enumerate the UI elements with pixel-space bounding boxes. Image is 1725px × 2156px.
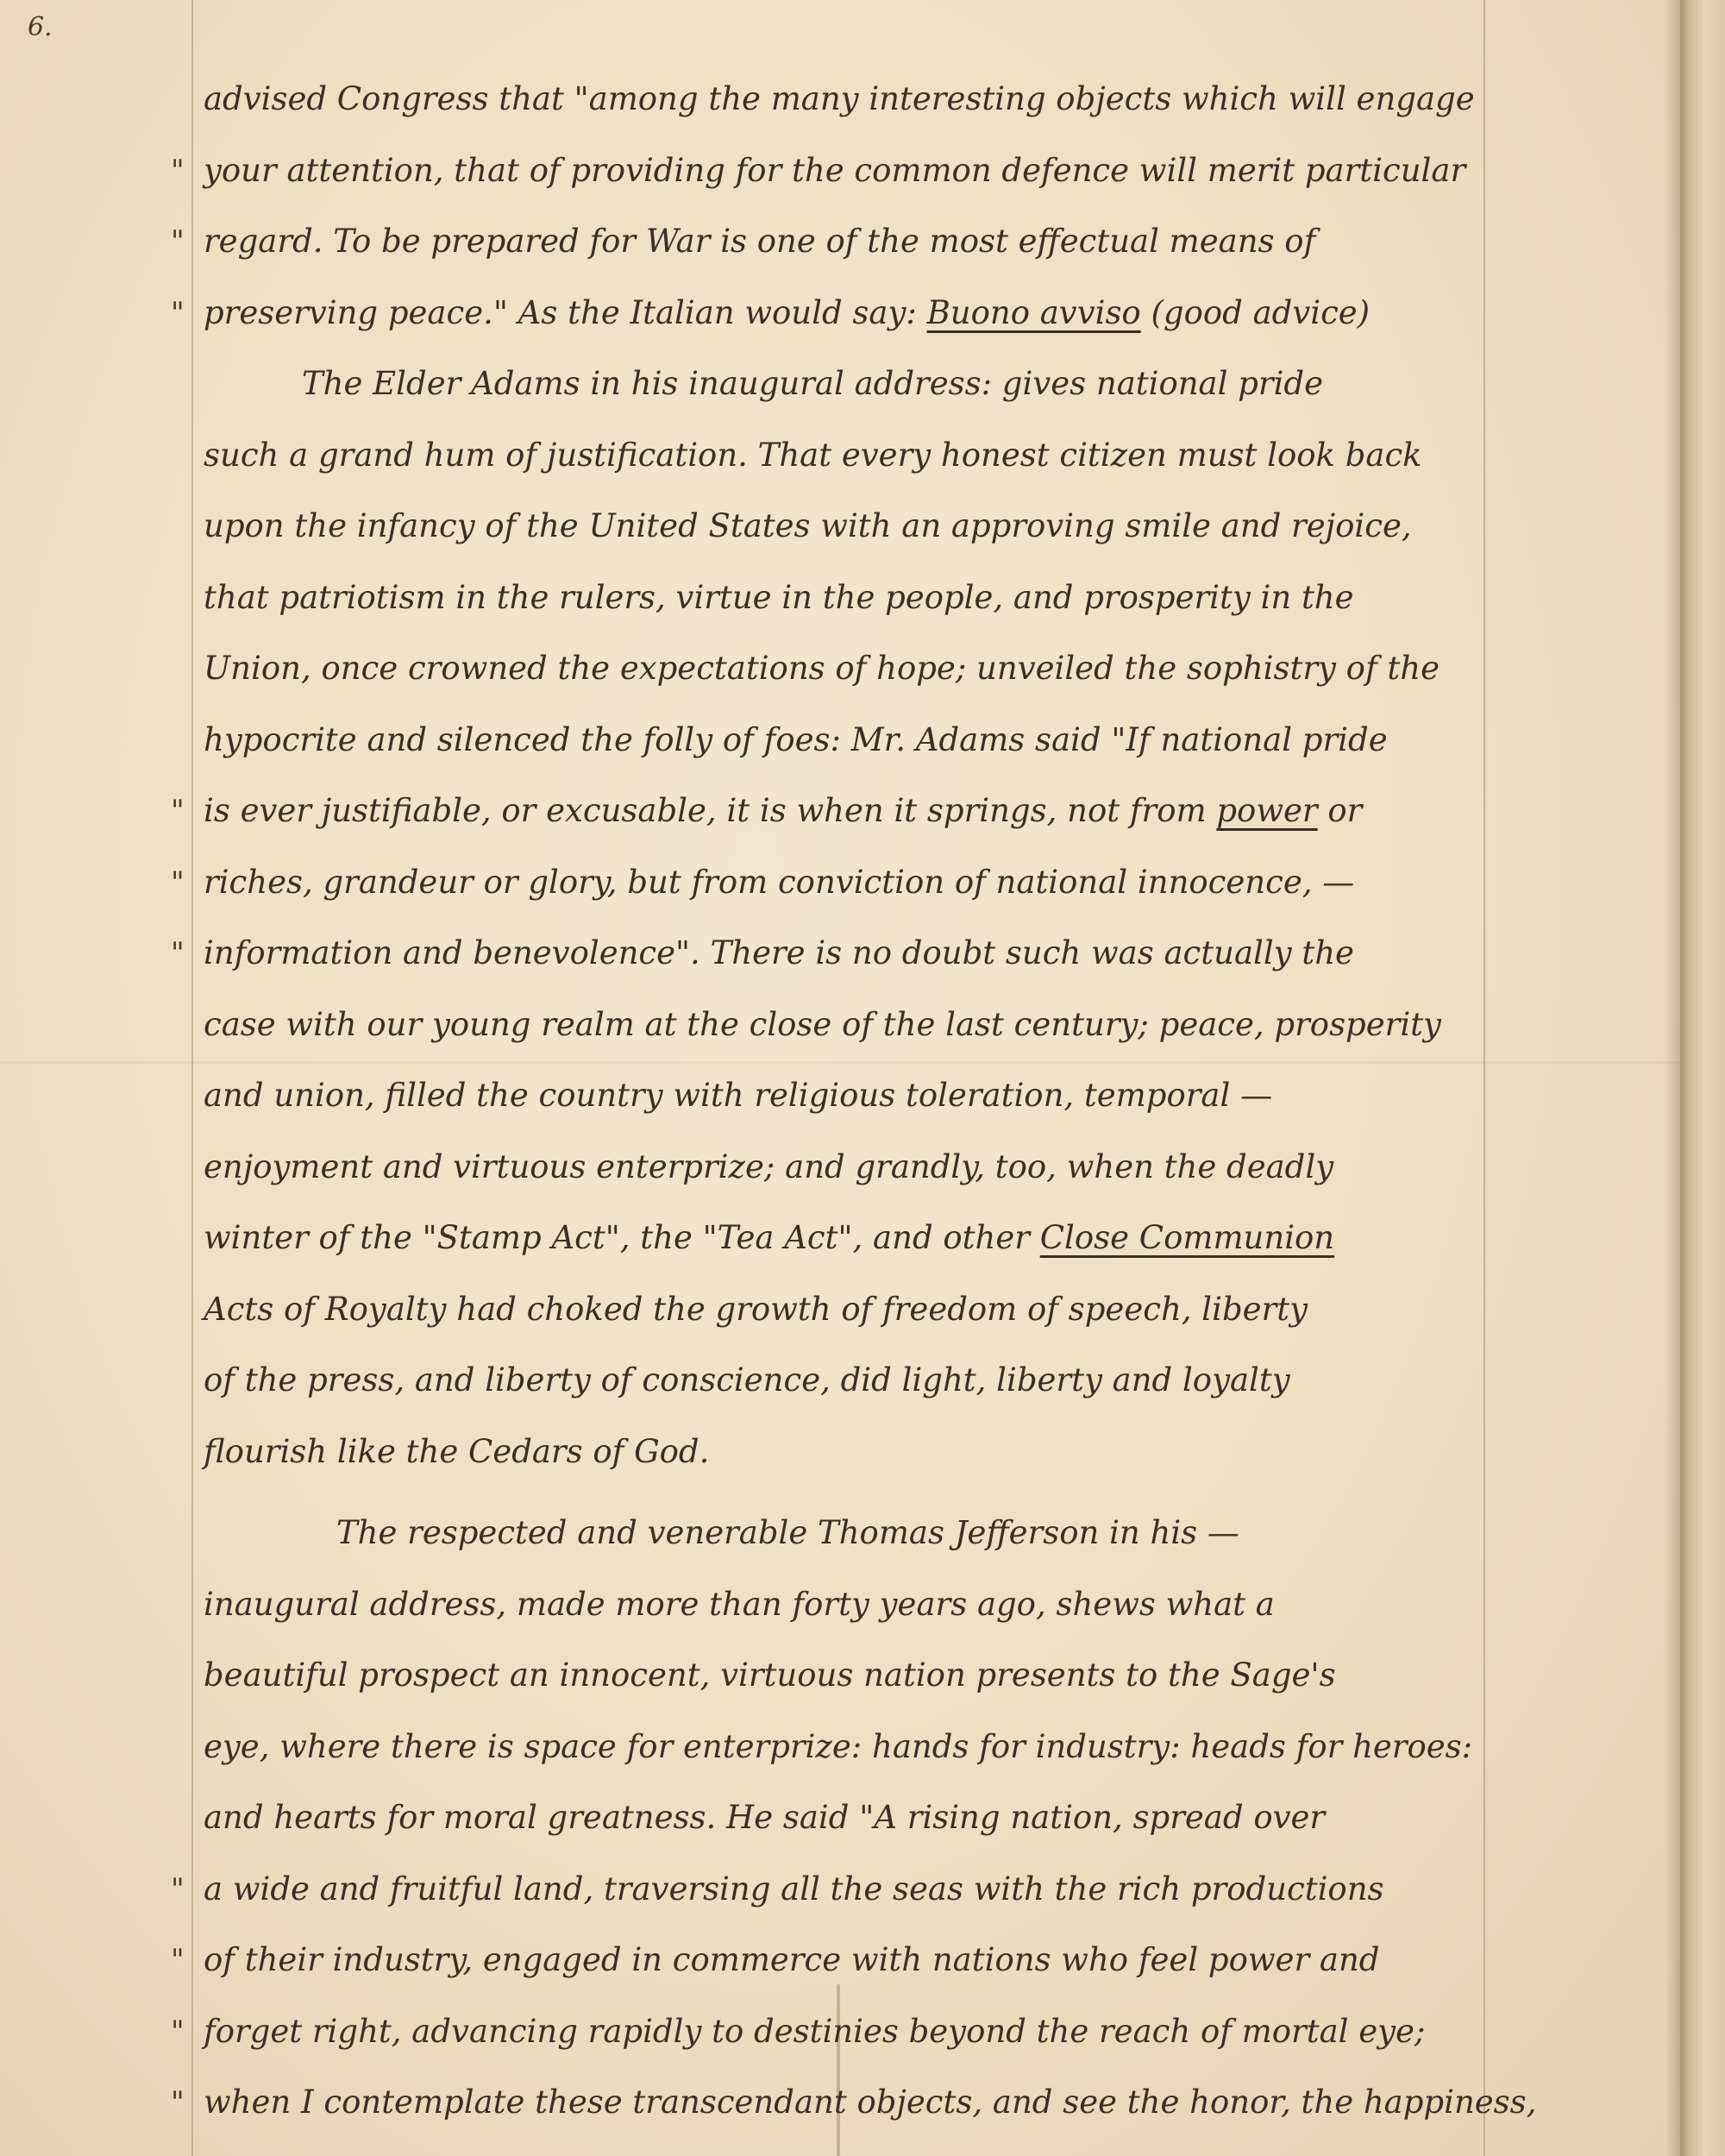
text-line: when I contemplate these transcendant objects, and see the honor, the happiness, bbox=[204, 2084, 1537, 2121]
text-line: your attention, that of providing for the common defence will merit particular bbox=[204, 151, 1466, 189]
underlined-phrase: Buono avviso bbox=[926, 293, 1141, 331]
text-line: case with our young realm at the close of the last century; peace, prosperity bbox=[204, 1005, 1441, 1043]
text-line: enjoyment and virtuous enterprize; and grandly, too, when the deadly bbox=[204, 1147, 1334, 1185]
margin-quote-mark: " bbox=[171, 295, 185, 330]
text-line: is ever justifiable, or excusable, it is when it springs, not from power or bbox=[204, 792, 1363, 829]
margin-quote-mark: " bbox=[171, 224, 185, 259]
text-line: Acts of Royalty had choked the growth of freedom of speech, liberty bbox=[204, 1290, 1308, 1328]
text-line: hypocrite and silenced the folly of foes: Mr. Adams said "If national pride bbox=[204, 720, 1388, 758]
text-line: inaugural address, made more than forty years ago, shews what a bbox=[204, 1585, 1275, 1623]
text-line: advised Congress that "among the many interesting objects which will engage bbox=[204, 80, 1475, 117]
text-line: flourish like the Cedars of God. bbox=[204, 1432, 710, 1470]
margin-quote-mark: " bbox=[171, 1943, 185, 1977]
text-line: of the press, and liberty of conscience, did light, liberty and loyalty bbox=[204, 1361, 1290, 1399]
text-line: that patriotism in the rulers, virtue in the people, and prosperity in the bbox=[204, 578, 1354, 616]
text-line: of their industry, engaged in commerce with nations who feel power and bbox=[204, 1941, 1380, 1978]
underlined-phrase: Close Communion bbox=[1039, 1219, 1335, 1256]
text-line: Union, once crowned the expectations of hope; unveiled the sophistry of the bbox=[204, 650, 1440, 687]
margin-quote-mark: " bbox=[171, 2014, 185, 2049]
margin-quote-mark: " bbox=[171, 153, 185, 188]
text-line: information and benevolence". There is no doubt such was actually the bbox=[204, 934, 1354, 971]
text-line: such a grand hum of justification. That every honest citizen must look back bbox=[204, 436, 1422, 474]
margin-quote-mark: " bbox=[171, 794, 185, 828]
next-page-edge bbox=[1680, 0, 1725, 2156]
text-line: a wide and fruitful land, traversing all the seas with the rich productions bbox=[204, 1870, 1384, 1908]
underlined-phrase: power bbox=[1216, 792, 1318, 829]
text-line: The respected and venerable Thomas Jefferson in his — bbox=[336, 1514, 1239, 1551]
text-line: and hearts for moral greatness. He said "A rising nation, spread over bbox=[204, 1799, 1326, 1836]
text-line: preserving peace." As the Italian would say: Buono avviso (good advice) bbox=[204, 293, 1371, 331]
margin-quote-mark: " bbox=[171, 936, 185, 971]
text-line: beautiful prospect an innocent, virtuous nation presents to the Sage's bbox=[204, 1656, 1336, 1694]
text-line: regard. To be prepared for War is one of the most effectual means of bbox=[204, 223, 1316, 260]
margin-quote-mark: " bbox=[171, 1871, 185, 1907]
text-line: and union, filled the country with religious toleration, temporal — bbox=[204, 1077, 1273, 1114]
margin-quote-mark: " bbox=[171, 864, 185, 900]
text-line: The Elder Adams in his inaugural address: gives national pride bbox=[302, 365, 1323, 402]
text-line: upon the infancy of the United States with an approving smile and rejoice, bbox=[204, 507, 1412, 544]
text-line: winter of the "Stamp Act", the "Tea Act", and other Close Communion bbox=[204, 1219, 1335, 1256]
margin-quote-mark: " bbox=[171, 2085, 185, 2120]
page-number: 6. bbox=[28, 12, 53, 42]
text-line: eye, where there is space for enterprize: hands for industry: heads for heroes: bbox=[204, 1727, 1473, 1765]
text-line: riches, grandeur or glory, but from conviction of national innocence, — bbox=[204, 863, 1355, 901]
text-line: forget right, advancing rapidly to destinies beyond the reach of mortal eye; bbox=[204, 2012, 1426, 2050]
